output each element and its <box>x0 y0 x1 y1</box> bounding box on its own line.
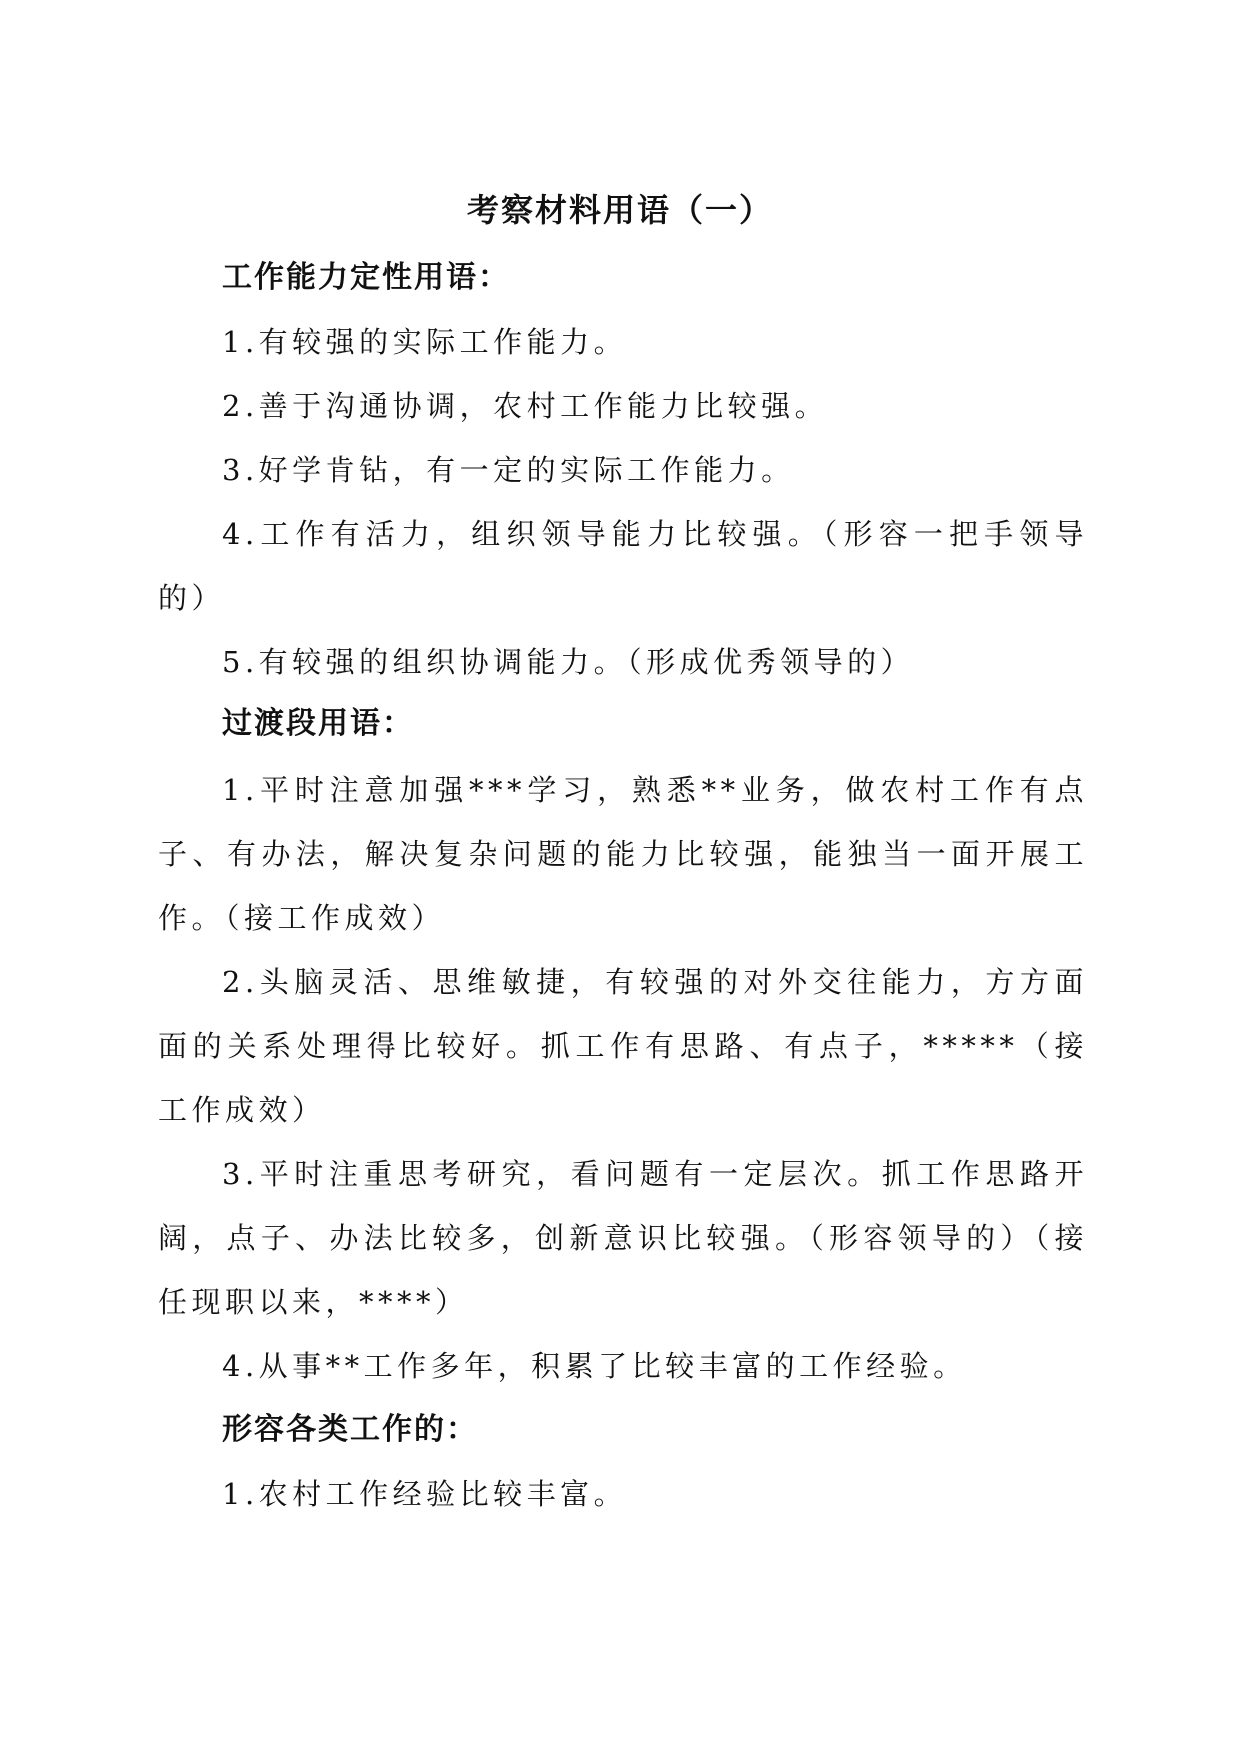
list-item: 1.农村工作经验比较丰富。 <box>222 1477 628 1511</box>
list-item: 1.有较强的实际工作能力。 <box>222 325 628 359</box>
section-heading-work-ability: 工作能力定性用语： <box>222 260 510 295</box>
section-heading-transition: 过渡段用语： <box>222 706 414 741</box>
list-item: 2.头脑灵活、思维敏捷，有较强的对外交往能力，方方面面的关系处理得比较好。抓工作有思路、有点子，*****（接工作成效） <box>158 965 1088 1127</box>
list-item: 1.平时注意加强***学习，熟悉**业务，做农村工作有点子、有办法，解决复杂问题的能力比较强，能独当一面开展工作。（接工作成效） <box>158 773 1088 935</box>
section-heading-work-types: 形容各类工作的： <box>222 1412 478 1447</box>
list-item: 5.有较强的组织协调能力。（形成优秀领导的） <box>222 645 915 679</box>
list-item: 4.工作有活力，组织领导能力比较强。（形容一把手领导的） <box>158 517 1088 615</box>
list-item: 3.平时注重思考研究，看问题有一定层次。抓工作思路开阔，点子、办法比较多，创新意识比较强。（形容领导的）（接任现职以来，****） <box>158 1157 1088 1319</box>
list-item: 2.善于沟通协调，农村工作能力比较强。 <box>222 389 829 423</box>
list-item: 4.从事**工作多年，积累了比较丰富的工作经验。 <box>222 1349 967 1383</box>
list-item: 3.好学肯钻，有一定的实际工作能力。 <box>222 453 795 487</box>
document-title: 考察材料用语（一） <box>466 191 773 229</box>
